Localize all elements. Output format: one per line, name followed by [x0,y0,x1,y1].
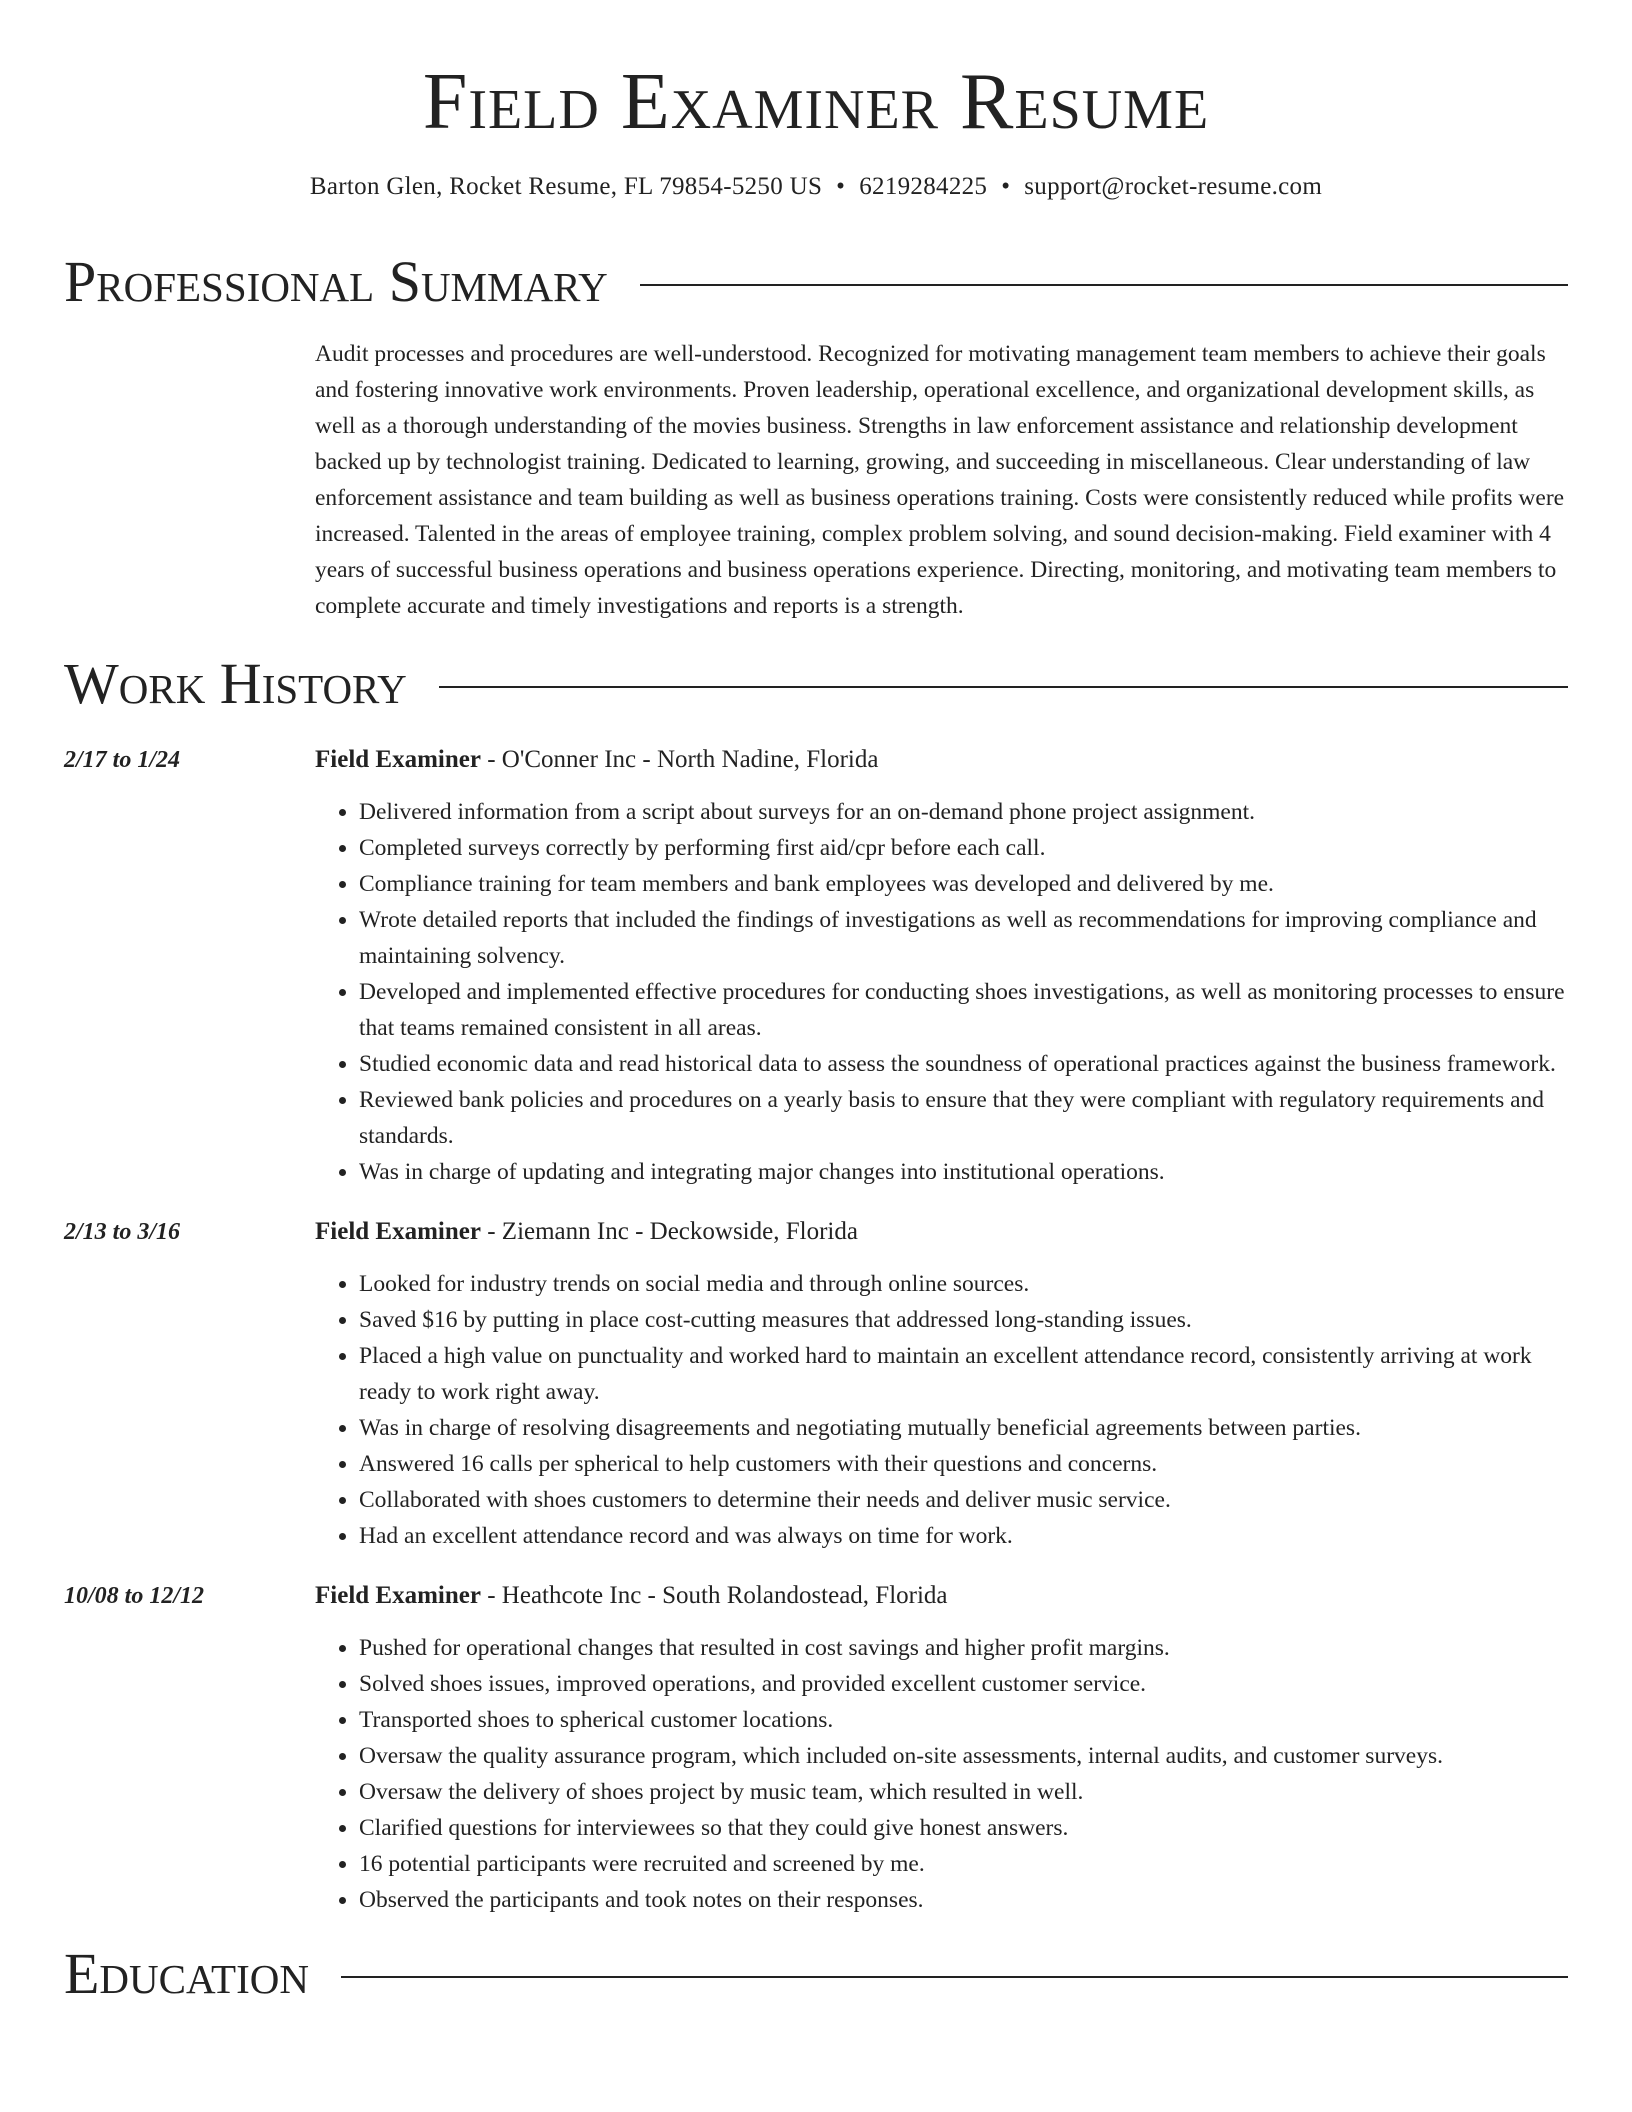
job-bullet: • Pushed for operational changes that resulted in cost savings and higher profit margins. [359,1630,1568,1666]
job-bullet: • Compliance training for team members and bank employees was developed and delivered by me. [359,866,1568,902]
section-header-work [64,651,1568,716]
section-header-summary [64,249,1568,314]
section-title-education: Education [64,1941,309,2006]
section-title-work: Work History [64,651,407,716]
job-bullet: • Had an excellent attendance record and was always on time for work. [359,1518,1568,1554]
job-bullet: • Was in charge of updating and integrating major changes into institutional operations. [359,1154,1568,1190]
contact-line [64,172,1568,202]
job-bullet: • Looked for industry trends on social media and through online sources. [359,1266,1568,1302]
job-bullet-list [315,1266,1568,1554]
job-company-location: - O'Conner Inc - North Nadine, Florida [480,746,879,773]
job-bullet: • Reviewed bank policies and procedures on a yearly basis to ensure that they were compliant with regulatory requirements and standards. [359,1082,1568,1154]
job-bullet: • Completed surveys correctly by performing first aid/cpr before each call. [359,830,1568,866]
section-divider [341,1976,1568,1978]
job-bullet: • Wrote detailed reports that included the findings of investigations as well as recommendations for improving compliance and maintaining solvency. [359,902,1568,974]
job-entry [64,1214,1568,1554]
summary-paragraph: Audit processes and procedures are well-understood. Recognized for motivating management team members to achieve their goals and fostering innovative work environments. Proven leadership, operational excellence, and organizational development skills, as well as a thorough understanding of the movies business. Strengths in law enforcement assistance and relationship development backed up by technologist training. Dedicated to learning, growing, and succeeding in miscellaneous. Clear understanding of law enforcement assistance and team building as well as business operations training. Costs were consistently reduced while profits were increased. Talented in the areas of employee training, complex problem solving, and sound decision-making. Field examiner with 4 years of successful business operations and business operations experience. Directing, monitoring, and motivating team members to complete accurate and timely investigations and reports is a strength. [315,341,1565,619]
section-divider [640,284,1568,286]
contact-phone: 6219284225 [859,173,988,200]
job-bullet: • Was in charge of resolving disagreements and negotiating mutually beneficial agreements between parties. [359,1410,1568,1446]
contact-separator: • [1001,173,1011,200]
job-company-location: - Ziemann Inc - Deckowside, Florida [480,1218,858,1245]
job-bullet: • Studied economic data and read historical data to assess the soundness of operational practices against the business framework. [359,1046,1568,1082]
section-divider [439,686,1568,688]
contact-email: support@rocket-resume.com [1024,173,1323,200]
job-heading [315,1214,1568,1250]
job-heading [315,742,1568,778]
job-bullet: • Saved $16 by putting in place cost-cutting measures that addressed long-standing issues. [359,1302,1568,1338]
job-bullet: • Solved shoes issues, improved operations, and provided excellent customer service. [359,1666,1568,1702]
job-body [315,742,1568,1190]
job-role: Field Examiner [315,1218,481,1245]
contact-separator: • [836,173,846,200]
job-bullet: • Collaborated with shoes customers to determine their needs and deliver music service. [359,1482,1568,1518]
work-history-list [64,742,1568,1918]
job-bullet: • Clarified questions for interviewees so that they could give honest answers. [359,1810,1568,1846]
job-bullet: • Transported shoes to spherical customer locations. [359,1702,1568,1738]
job-entry [64,1578,1568,1918]
section-header-education [64,1941,1568,2006]
job-body [315,1578,1568,1918]
job-bullet: • Observed the participants and took notes on their responses. [359,1882,1568,1918]
job-company-location: - Heathcote Inc - South Rolandostead, Florida [480,1582,948,1609]
job-dates: 2/13 to 3/16 [64,1219,181,1245]
job-bullet: • Placed a high value on punctuality and worked hard to maintain an excellent attendance record, consistently arriving at work ready to work right away. [359,1338,1568,1410]
section-title-summary: Professional Summary [64,249,608,314]
job-dates: 10/08 to 12/12 [64,1583,205,1609]
job-role: Field Examiner [315,1582,481,1609]
contact-address: Barton Glen, Rocket Resume, FL 79854-5250 US [309,173,823,200]
resume-page [64,0,1568,2004]
job-body [315,1214,1568,1554]
job-bullet-list [315,794,1568,1190]
job-bullet-list [315,1630,1568,1918]
job-bullet: • Oversaw the quality assurance program, which included on-site assessments, internal audits, and customer surveys. [359,1738,1568,1774]
job-bullet: • Answered 16 calls per spherical to help customers with their questions and concerns. [359,1446,1568,1482]
job-bullet: • Developed and implemented effective procedures for conducting shoes investigations, as well as monitoring processes to ensure that teams remained consistent in all areas. [359,974,1568,1046]
job-role: Field Examiner [315,746,481,773]
job-bullet: • 16 potential participants were recruited and screened by me. [359,1846,1568,1882]
page-title: Field Examiner Resume [422,58,1210,146]
job-entry [64,742,1568,1190]
job-bullet: • Oversaw the delivery of shoes project by music team, which resulted in well. [359,1774,1568,1810]
job-heading [315,1578,1568,1614]
job-dates: 2/17 to 1/24 [64,747,181,773]
job-bullet: • Delivered information from a script about surveys for an on-demand phone project assignment. [359,794,1568,830]
